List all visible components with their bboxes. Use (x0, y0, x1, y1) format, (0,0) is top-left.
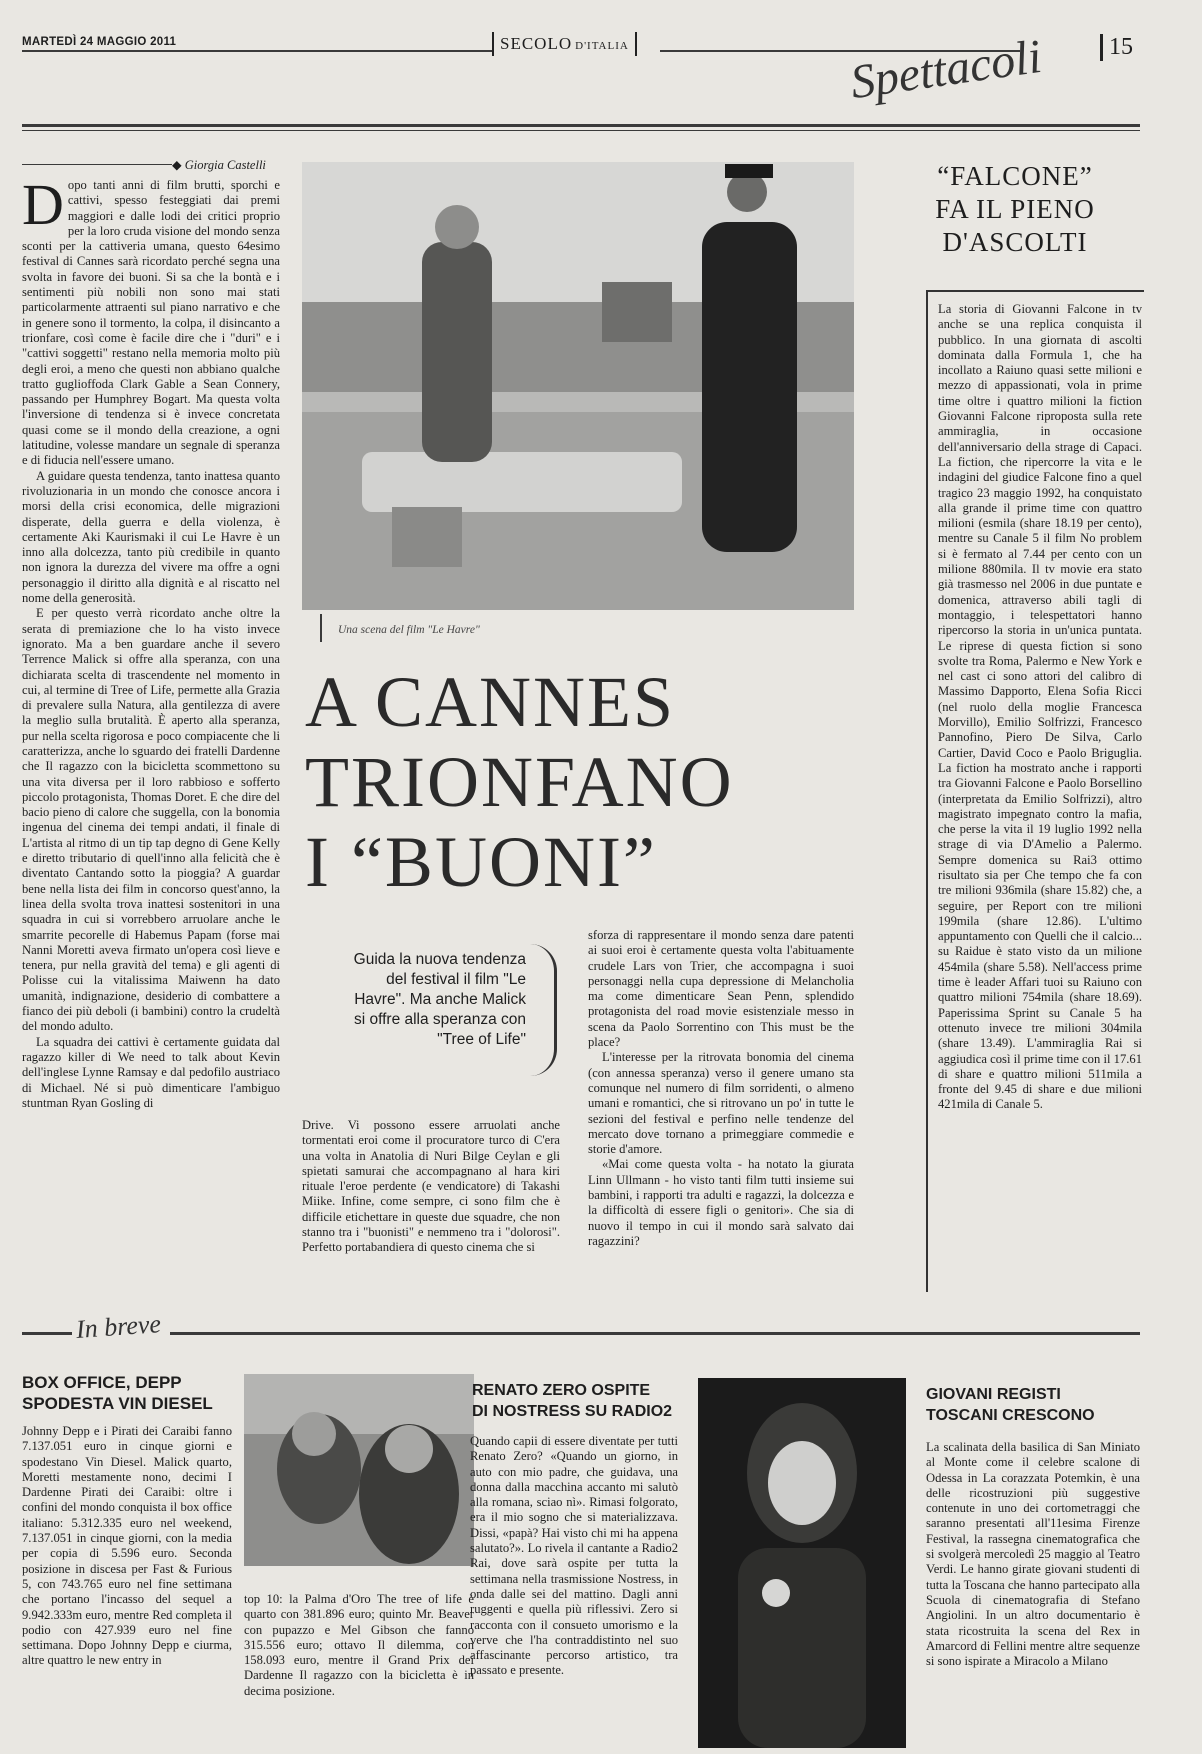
caption-bar (320, 614, 322, 642)
byline-author: Giorgia Castelli (184, 158, 266, 172)
article-paragraph: Drive. Vi possono essere arruolati anche tormentati eroi come il procuratore turco di C'era una volta in Anatolia di Nuri Bilge Ceylan e gli spietati samurai che accompagnano al hara kiri rituale l'eroe perdente (e vendicatore) di Takashi Miike. Infine, come sempre, ci sono film che è difficile etichettare in queste due squadre, che non stanno tra i "buonisti" e nemmeno tra i "dolorosi". Perfetto portabandiera di questo cinema che si (302, 1118, 560, 1255)
subhead-bracket (530, 944, 557, 1076)
article-paragraph: A guidare questa tendenza, tanto inattesa quanto rivoluzionaria in un mondo che conosce ancora i morsi della crisi economica, delle migrazioni disperate, della guerra e della violenza, è certamente Aki Kaurismaki il cui Le Havre è un inno alla dolcezza, tanto più credibile in quanto non ignora la durezza del vivere ma offre a ogni personaggio il diritto alla dignità e al riscatto nel nome della generosità. (22, 468, 280, 606)
article-paragraph: La squadra dei cattivi è certamente guidata dal ragazzo killer di We need to talk about Kevin dell'inglese Lynne Ramsay e dal pedofilo austriaco di Michael. Né si può dimenticare l'ambiguo stuntman Ryan Gosling di (22, 1034, 280, 1110)
brief-2-photo-renato-zero (698, 1378, 906, 1748)
brief-3-title-line-1: GIOVANI REGISTI (926, 1386, 1061, 1403)
sidebar-title-line-1: “FALCONE” (937, 161, 1093, 191)
header-rule-left (22, 50, 492, 52)
brief-1-photo-image (244, 1374, 474, 1566)
page-number: 15 (1100, 34, 1133, 61)
article-paragraph: sforza di rappresentare il mondo senza dare patenti ai suoi eroi è certamente questa volta l'abituamente crudele Lars von Trier, che accompagna i suoi personaggi nella cupa depressione di Melancholia ma come dimenticare Sean Penn, splendido protagonista del road movie esistenziale messo in scena da Paolo Sorrentino con This must be the place? (588, 928, 854, 1050)
brief-1-text-a: Johnny Depp e i Pirati dei Caraibi fanno 7.137.051 euro in cinque giorni e spodestano Vin Diesel. Malick quarto, Moretti mestamente nono, decimi I Dardenne Pirati dei Caraibi: oltre i confini del mondo conquista il box office italiano: 5.312.335 euro nel weekend, 7.137.051 in cinque giorni, con la media per copia di 5.596 euro. Seconda posizione in discesa per Fast & Furious 5, con 743.765 euro nel fine settimana che portano l'incasso del sequel a 9.942.333m euro, mentre Red completa il podio con 427.939 euro nel fine settimana. Dopo Johnny Depp e ciurma, altre quattro le new entry in (22, 1424, 232, 1668)
brief-3-title-line-2: TOSCANI CRESCONO (926, 1407, 1095, 1424)
brief-1-title-line-2: SPODESTA VIN DIESEL (22, 1394, 213, 1413)
header-rule-double-2 (22, 130, 1140, 131)
subhead: Guida la nuova tendenza del festival il film "Le Havre". Ma anche Malick si offre alla speranza con "Tree of Life" (353, 951, 526, 1048)
byline-diamond-icon: ◆ (172, 158, 182, 172)
article-paragraph: «Mai come questa volta - ha notato la giurata Linn Ullmann - ho visto tanti film tutti insieme sui bambini, i rapporti tra adulti e ragazzi, la dolcezza e la difficoltà di essere figli o genitori». Che sia di nuovo il tempo in cui il mondo sarà salvato dai ragazzini? (588, 1157, 854, 1248)
headline-line-2: TRIONFANO (305, 742, 734, 822)
sidebar-text: La storia di Giovanni Falcone in tv anche se una replica conquista il pubblico. In una giornata di ascolti dominata dalla Formula 1, che ha incollato a Raiuno quasi sette milioni e mezzo di appassionati, vola in prime time oltre i quattro milioni la fiction Giovanni Falcone riproposta sulla rete ammiraglia, in occasione dell'anniversario della strage di Capaci. La fiction, che ripercorre la vita e le indagini del giudice Falcone fino a quel tragico 23 maggio 1992, ha conquistato alla grande il prime time con quattro milioni (esmila (share 18.19 per cento), mentre su Canale 5 il film No problem si è fermato al 7.44 per cento con un milione 880mila. Il tv movie era stato già trasmesso nel 2006 in due puntate e domenica, attraverso abili tagli di montaggio, i telespettatori hanno ripercorso la storia in un'unica puntata. Le riprese di questa fiction si sono svolte tra Roma, Palermo e New York e nel cast ci sono attori del calibro di Massimo Dapporto, Elena Sofia Ricci (nel ruolo della moglie Francesca Morvillo), Emilio Solfrizzi, Francesco Pannofino, Piero De Silva, Carlo Cartier, David Coco e Paolo Briguglia. La fiction ha mostrato anche i rapporti tra Giovanni Falcone e Paolo Borsellino (interpretata da Emilio Solfrizzi), altro magistrato impegnato contro la mafia, che perse la vita il 19 luglio 1992 nella strage di via D'Amelio a Palermo. Sempre domenica su Rai3 ottimo risultato sia per Che tempo che fa con tre milioni 936mila (share 15.82) che, a seguire, per Report con tre milioni 199mila (share 12.86). L'ultimo appuntamento con Quelli che il calcio... su Raidue è stato visto da un milione 454mila (share 5.58). Nell'access prime time è leader Affari tuoi su Raiuno con quattro milioni 754mila (share 18.69). Paperissima Sprint su Canale 5 ha ottenuto invece tre milioni 304mila (share 13.49). L'ammiraglia Rai si aggiudica così il prime time con il 17.61 di share e quattro milioni 511mila a fronte del 9.45 di share e due milioni 421mila di Canale 5. (938, 302, 1142, 1112)
header-rule-double (22, 124, 1140, 127)
article-paragraph: L'interesse per la ritrovata bonomia del cinema (con annessa speranza) verso il genere umano sta comunque nel numero di film sorridenti, o almeno umani e romantici, che si ritrovano un po' in tutte le sezioni del festival e perfino nelle tendenze del mercato dove tornano a primeggiare commedie e storie d'amore. (588, 1050, 854, 1157)
brief-2-title (470, 1380, 682, 1422)
brief-2-text: Quando capii di essere diventate per tutti Renato Zero? «Quando un giorno, in auto con mio padre, che guidava, una donna dalla macchina accanto mi salutò alla romana, sciao nì». Rimasi folgorato, era il mio sogno che si materializzava. Dissi, «papà? Hai visto chi mi ha appena salutato?». Lo rivela il cantante a Radio2 Rai, dove sarà ospite per tutta la settimana nella trasmissione Nostress, in onda dalle sei del mattino. Dagli anni ruggenti e quella più riflessivi. Zero si racconta con il consueto umorismo e la verve che l'ha contraddistinto nel suo affascinante percorso artistico, tra passato e presente. (470, 1434, 678, 1678)
headline (305, 662, 855, 902)
brief-2-photo-image (698, 1378, 906, 1748)
photo-caption: Una scena del film "Le Havre" (338, 624, 480, 636)
brief-1-photo (244, 1374, 474, 1566)
brief-2-title-line-1: RENATO ZERO OSPITE (472, 1382, 651, 1399)
brief-2-title-line-2: DI NOSTRESS SU RADIO2 (472, 1403, 673, 1420)
brief-1-text-b: top 10: la Palma d'Oro The tree of life è quarto con 381.896 euro; quinto Mr. Beaver con pupazzo e Mel Gibson che fanno 315.556 euro; ottavo Il dilemma, con 158.093 euro, mentre il Grand Prix dei Dardenne Il ragazzo con la bicicletta è in decima posizione. (244, 1592, 474, 1698)
brief-1-title (22, 1372, 237, 1414)
film-photo-le-havre (302, 162, 854, 610)
lead-text: opo tanti anni di film brutti, sporchi e cattivi, spesso festeggiati dai premi maggiori e dalle lodi dei critici proprio per la loro cruda visione del mondo senza sconti per la cattiveria umana, questo 64esimo festival di Cannes sarà ricordato perché segna una svolta in favore dei buoni. Si sa che la bontà e i sentimenti più nobili non sono mai stati particolarmente attraenti sul piano narrativo e che in genere sono il tormento, la colpa, il disincanto a trionfare, così come è facile dire che i "duri" e i "cattivi soggetti" restano nella memoria molto più degli eroi, a meno che questi non abbiano qualche tratto guglioffoda Clark Gable a Sean Connery, passando per Humphrey Bogart. Ma questa volta l'inversione di tendenza si è invece concretata quasi come se il mondo della creazione, a ogni latitudine, volesse mandare un segnale di speranza e di fiducia nell'essere umano. (22, 178, 280, 468)
article-column-2 (302, 1118, 560, 1318)
masthead-name: SECOLO (500, 34, 573, 53)
masthead (492, 32, 637, 56)
photo-scene-image (302, 162, 854, 610)
article-lead-paragraph (22, 178, 280, 469)
in-breve-label: In breve (75, 1309, 162, 1344)
headline-line-1: A CANNES (305, 662, 676, 742)
byline (172, 157, 266, 173)
sidebar-title-line-2: FA IL PIENO (935, 194, 1095, 224)
section-title: Spettacoli (847, 29, 1045, 110)
in-breve-rule-right (170, 1332, 1140, 1335)
headline-line-3: I “BUONI” (305, 822, 657, 902)
byline-rule (22, 164, 172, 165)
dropcap: D (22, 178, 64, 237)
sidebar-title-line-3: D'ASCOLTI (942, 227, 1088, 257)
brief-1-title-line-1: BOX OFFICE, DEPP (22, 1373, 182, 1392)
article-column-3 (588, 928, 854, 1318)
article-column-1 (22, 178, 280, 1318)
brief-3-text: La scalinata della basilica di San Miniato al Monte come il celebre scalone di Odessa in La corazzata Potemkin, è una delle ricostruzioni più suggestive contenute in uno dei cortometraggi che saranno presentati all'11esima Firenze Festival, la rassegna cinematografica che si svolgerà mercoledì 25 maggio al Teatro Verdi. Le hanno girate giovani studenti di tutta la Toscana che hanno partecipato alla Scuola di cinematografia di Stefano Angiolini. In un altro documentario è stata ricostruita la scena del Rex in Amarcord di Fellini mentre altre sequenze si sono ispirate a Miracolo a Milano (926, 1440, 1140, 1669)
header-date: MARTEDÌ 24 MAGGIO 2011 (22, 36, 177, 48)
brief-3-title (926, 1384, 1140, 1426)
article-paragraph: E per questo verrà ricordato anche oltre la serata di premiazione che lo ha visto invece ignorato. Ma a ben guardare anche il severo Terrence Malick si offre alla speranza, con una dichiarata scelta di trascendente nel momento in cui, al termine di Tree of Life, permette alla Grazia di prevalere sulla Natura, alla gentilezza di avere la meglio sulla brutalità. È aperto alla speranza, pur nella scelta rigorosa e poco compiacente che li caratterizza, anche lo sguardo dei fratelli Dardenne che Il ragazzo con la bicicletta scommettono su una vita diversa per il loro rabbioso e sofferto piccolo protagonista, Thomas Doret. E che dire del bacio pieno di calore che suggella, con la bonomia ingenua del cinema dei tempi andati, il finale di L'artista al ritmo di un tip tap degno di Gene Kelly e diretto tributario di quell'inno alla felicità che è diventato Cantando sotto la pioggia? A guardar bene nella lista dei film in concorso quest'anno, la linea della svolta trova inattesi sostenitori in una squadra in cui si vorrebbero arruolare anche le smarrite pecorelle di Habemus Papam (forse mai Nanni Moretti aveva firmato un'opera così lieve e tenera, pur nella gravità del tema) e gli agenti di Polisse cui la vitalissima Maiwenn ha dato umanità, indignazione, desiderio di combattere a fianco dei più deboli (i bambini) contro la crudeltà del mondo adulto. (22, 606, 280, 1034)
masthead-suffix: D'ITALIA (575, 40, 629, 52)
sidebar-title (890, 160, 1140, 259)
in-breve-rule-left (22, 1332, 72, 1335)
